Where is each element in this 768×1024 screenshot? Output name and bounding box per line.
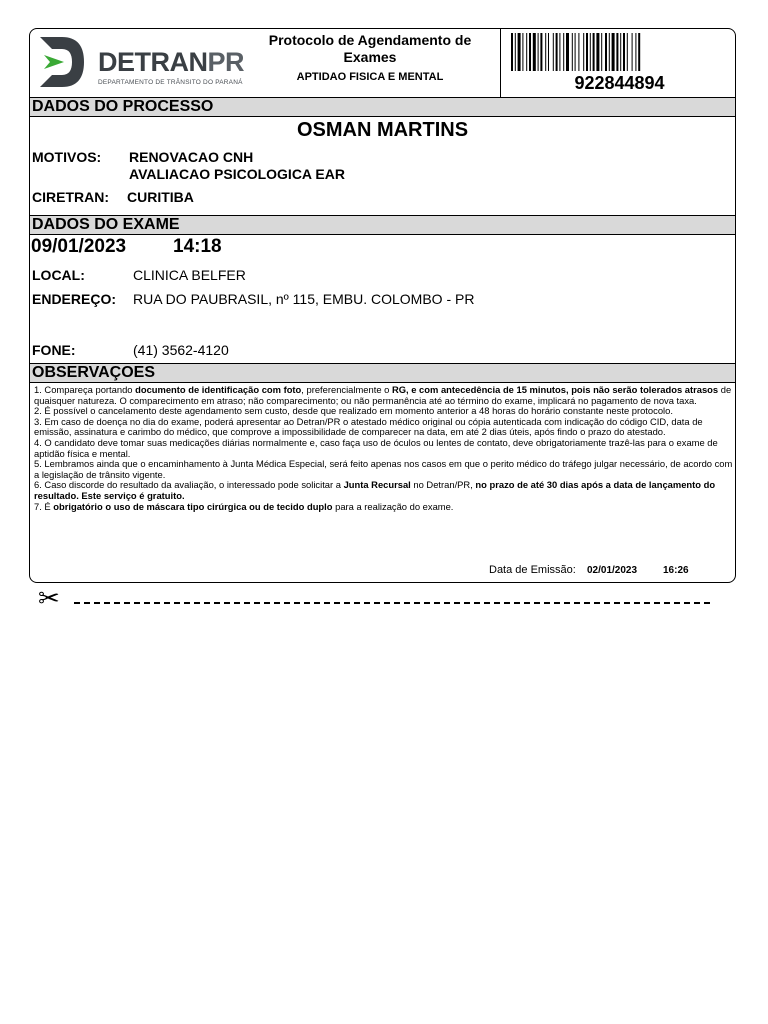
exam-date: 09/01/2023	[31, 236, 127, 257]
barcode-bar	[623, 33, 625, 71]
observation-item-6: 6. Caso discorde do resultado da avaliação, o interessado pode solicitar a Junta Recursal no Detran/PR, no prazo de até 30 dias após a data de lançamento do resultado. Este serviço é gratuito.	[34, 479, 716, 501]
barcode-area	[500, 29, 736, 97]
fone-label: FONE:	[32, 342, 76, 358]
logo-subtitle: DEPARTAMENTO DE TRÂNSITO DO PARANÁ	[98, 79, 243, 86]
barcode-bar	[559, 33, 560, 71]
observation-item-4: 4. O candidato deve tomar suas medicações diárias normalmente e, caso faça uso de óculos ou lentes de contato, deve obrigatoriamente trazê-las para o exame de aptidão física e mental.	[34, 436, 718, 459]
barcode-bar	[575, 33, 576, 71]
dashed-cut-line	[74, 602, 710, 604]
endereco-label: ENDEREÇO:	[32, 291, 117, 307]
observation-item-1: 1. Compareça portando documento de identificação com foto, preferencialmente o RG, e com antecedência de 15 minutos, pois não serão tolerados atrasos de quaisquer natureza. O comparecimento em atraso; não comparecimento; ou não permanência até ao término do exame, implicará no pagamento de nova taxa.	[34, 384, 732, 406]
barcode-bar	[553, 33, 554, 71]
barcode-bar	[593, 33, 595, 71]
cut-line	[38, 583, 738, 613]
barcode-icon	[511, 33, 727, 71]
motivo-1: RENOVACAO CNH	[129, 149, 254, 165]
detran-arrow-logo-icon	[38, 35, 88, 89]
emissao-date: 02/01/2023	[587, 565, 638, 576]
local-value: CLINICA BELFER	[133, 267, 246, 283]
barcode-bar	[540, 33, 542, 71]
barcode-bar	[616, 33, 618, 71]
ciretran-value: CURITIBA	[127, 189, 194, 205]
protocol-form	[29, 28, 736, 583]
barcode-bar	[533, 33, 536, 71]
barcode-bar	[586, 33, 588, 71]
barcode-bar	[596, 33, 599, 71]
detran-logo	[38, 35, 245, 91]
section-exame-header: DADOS DO EXAME	[30, 215, 735, 235]
barcode-bar	[601, 33, 602, 71]
motivo-2: AVALIACAO PSICOLOGICA EAR	[129, 166, 345, 182]
observation-item-5: 5. Lembramos ainda que o encaminhamento à Junta Médica Especial, será feito apenas nos casos em que o perito médico do tráfego julgar necessário, de acordo com a legislação de trânsito vigente.	[34, 458, 733, 480]
observation-item-2: 2. É possível o cancelamento deste agendamento sem custo, desde que realizado em momento anterior a 48 horas do horário constante neste protocolo.	[34, 405, 673, 417]
barcode-bar	[627, 33, 628, 71]
barcode-bar	[632, 33, 633, 71]
scissors-icon: ✂	[38, 583, 60, 613]
observacoes-list	[34, 385, 734, 512]
title-line-2: Exames	[343, 49, 397, 65]
observation-item-7: 7. É obrigatório o uso de máscara tipo cirúrgica ou de tecido duplo para a realização do exame.	[34, 500, 454, 512]
barcode-bar	[515, 33, 516, 71]
barcode-bar	[538, 33, 539, 71]
applicant-name: OSMAN MARTINS	[296, 119, 469, 141]
endereco-value: RUA DO PAUBRASIL, nº 115, EMBU. COLOMBO - PR	[133, 291, 475, 307]
barcode-bar	[545, 33, 546, 71]
motivos-label: MOTIVOS:	[32, 149, 102, 165]
section-observacoes-header: OBSERVAÇOES	[30, 363, 735, 383]
barcode-bar	[511, 33, 513, 71]
exam-time: 14:18	[173, 236, 222, 257]
observation-item-3: 3. Em caso de doença no dia do exame, poderá apresentar ao Detran/PR o atestado médico original ou cópia autenticada com indicação do código CID, data de emissão, assinatura e carimbo do médico, que comprove a impossibilidade de comparecer na data, em até 2 dias úteis, após findo o prazo do atestado.	[34, 415, 703, 438]
barcode-bar	[638, 33, 640, 71]
barcode-bar	[566, 33, 569, 71]
barcode-bar	[563, 33, 564, 71]
barcode-bar	[522, 33, 523, 71]
document-title	[240, 29, 500, 97]
barcode-bar	[583, 33, 584, 71]
barcode-bar	[635, 33, 636, 71]
section-processo-header: DADOS DO PROCESSO	[30, 97, 735, 117]
ciretran-label: CIRETRAN:	[32, 189, 109, 205]
barcode-bar	[548, 33, 549, 71]
fone-value: (41) 3562-4120	[133, 342, 229, 358]
header	[30, 29, 735, 97]
barcode-bar	[590, 33, 591, 71]
emissao-time: 16:26	[663, 565, 689, 576]
barcode-bar	[620, 33, 621, 71]
barcode-bar	[612, 33, 615, 71]
barcode-bar	[529, 33, 531, 71]
title-line-1: Protocolo de Agendamento de	[268, 32, 472, 48]
barcode-bar	[518, 33, 521, 71]
exam-type: APTIDAO FISICA E MENTAL	[296, 71, 444, 83]
barcode-bar	[609, 33, 610, 71]
barcode-bar	[572, 33, 573, 71]
logo-wordmark: DETRANPR	[98, 47, 245, 77]
emissao-label: Data de Emissão:	[489, 564, 576, 576]
barcode-number: 922844894	[574, 73, 665, 93]
barcode-bar	[578, 33, 579, 71]
barcode-bar	[526, 33, 527, 71]
barcode-bar	[605, 33, 607, 71]
barcode-bar	[556, 33, 558, 71]
local-label: LOCAL:	[32, 267, 85, 283]
